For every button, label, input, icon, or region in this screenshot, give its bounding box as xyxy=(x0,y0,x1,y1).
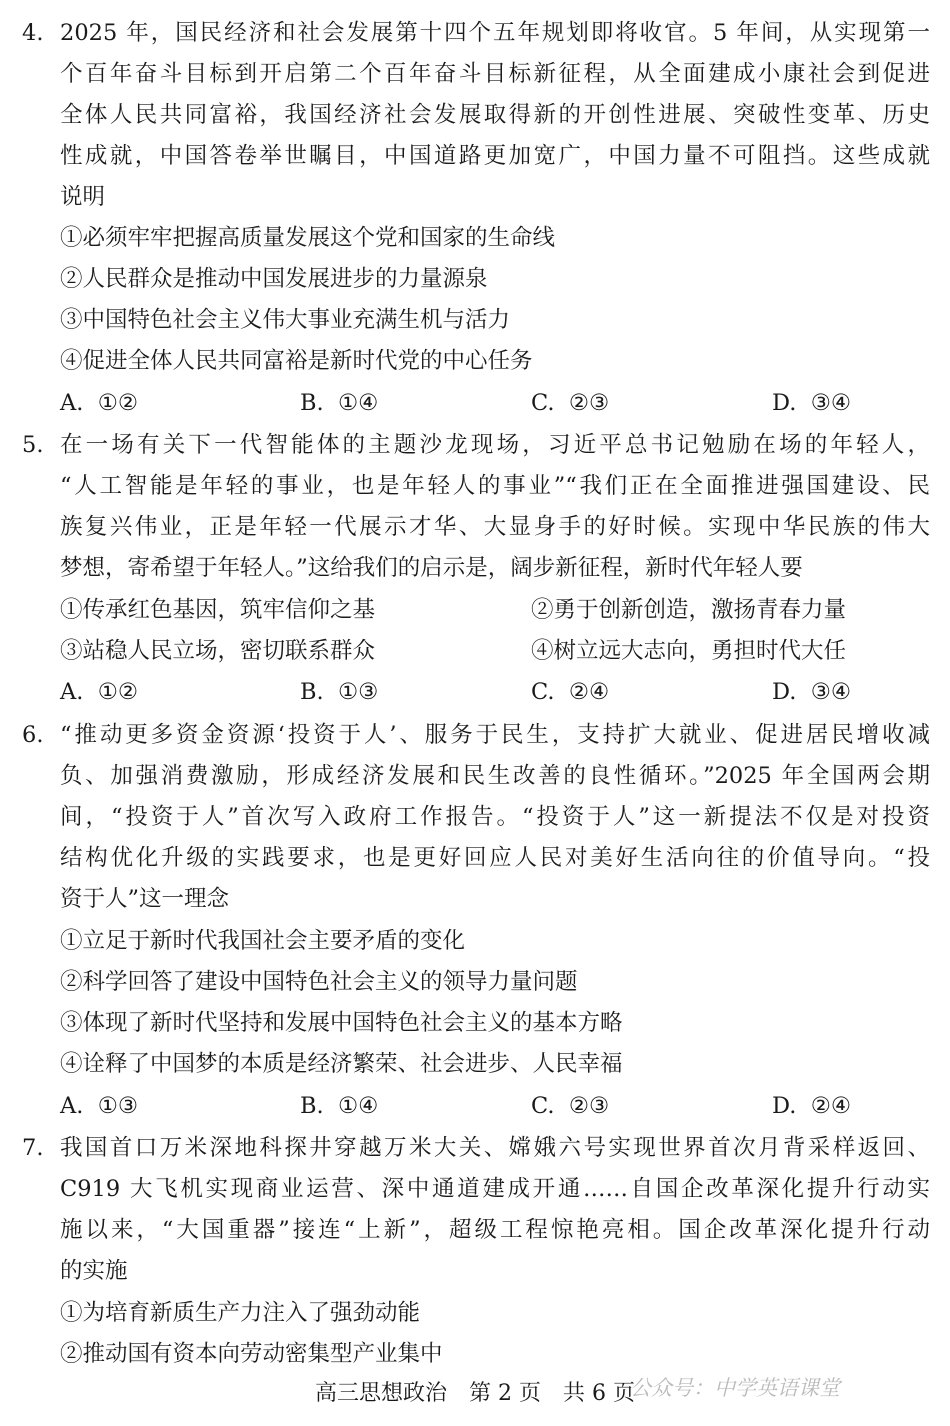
option-text: ①③ xyxy=(97,1093,139,1119)
question-stem-line: 在一场有关下一代智能体的主题沙龙现场，习近平总书记勉励在场的年轻人， xyxy=(60,432,930,458)
option-text: ①② xyxy=(97,679,139,705)
option-letter: C. xyxy=(531,1093,555,1119)
option-letter: D. xyxy=(772,679,797,705)
option-text: ②③ xyxy=(568,390,610,416)
option-text: ①④ xyxy=(338,390,379,416)
question-stem-line: 结构优化升级的实践要求，也是更好回应人民对美好生活向往的价值导向。“投 xyxy=(60,845,930,871)
option-b xyxy=(300,383,378,424)
option-text: ①④ xyxy=(338,1093,379,1119)
option-c xyxy=(531,672,609,713)
statement: ③体现了新时代坚持和发展中国特色社会主义的基本方略 xyxy=(60,1010,623,1036)
option-a xyxy=(60,1086,138,1127)
option-text: ①② xyxy=(97,390,139,416)
question-stem-line: 我国首口万米深地科探井穿越万米大关、嫦娥六号实现世界首次月背采样返回、 xyxy=(60,1135,930,1161)
statement: ①传承红色基因，筑牢信仰之基 xyxy=(60,597,376,623)
option-d xyxy=(772,672,851,713)
statement: ①必须牢牢把握高质量发展这个党和国家的生命线 xyxy=(60,225,556,251)
statement: ①为培育新质生产力注入了强劲动能 xyxy=(60,1300,421,1326)
question-number: 7. xyxy=(22,1135,44,1161)
question-stem-line: 施以来，“大国重器”接连“上新”，超级工程惊艳亮相。国企改革深化提升行动 xyxy=(60,1217,930,1243)
option-letter: B. xyxy=(300,1093,324,1119)
option-d xyxy=(772,1086,851,1127)
question-stem-line: 资于人”这一理念 xyxy=(60,886,230,912)
option-c xyxy=(531,1086,609,1127)
option-letter: A. xyxy=(60,1093,84,1119)
option-letter: A. xyxy=(60,390,84,416)
question-number: 4. xyxy=(22,20,44,46)
option-letter: D. xyxy=(772,390,797,416)
option-text: ③④ xyxy=(810,679,852,705)
question-stem-line: 全体人民共同富裕，我国经济社会发展取得新的开创性进展、突破性变革、历史 xyxy=(60,102,930,128)
option-d xyxy=(772,383,851,424)
statement: ④促进全体人民共同富裕是新时代党的中心任务 xyxy=(60,348,533,374)
question-number: 5. xyxy=(22,432,44,458)
option-text: ②③ xyxy=(568,1093,610,1119)
question-stem-line: 梦想，寄希望于年轻人。”这给我们的启示是，阔步新征程，新时代年轻人要 xyxy=(60,555,803,581)
option-letter: C. xyxy=(531,390,555,416)
question-stem-line: 个百年奋斗目标到开启第二个百年奋斗目标新征程，从全面建成小康社会到促进 xyxy=(60,61,930,87)
option-b xyxy=(300,672,378,713)
question-stem-line: 的实施 xyxy=(60,1258,128,1284)
option-b xyxy=(300,1086,378,1127)
option-c xyxy=(531,383,609,424)
statement: ①立足于新时代我国社会主要矛盾的变化 xyxy=(60,928,466,954)
question-stem-line: 负、加强消费激励，形成经济发展和民生改善的良性循环。”2025 年全国两会期 xyxy=(60,763,930,789)
statement: ②推动国有资本向劳动密集型产业集中 xyxy=(60,1341,443,1367)
question-stem-line: 间，“投资于人”首次写入政府工作报告。“投资于人”这一新提法不仅是对投资 xyxy=(60,804,930,830)
statement: ③中国特色社会主义伟大事业充满生机与活力 xyxy=(60,307,511,333)
option-letter: B. xyxy=(300,390,324,416)
option-text: ①③ xyxy=(338,679,379,705)
option-letter: C. xyxy=(531,679,555,705)
question-stem-line: 2025 年，国民经济和社会发展第十四个五年规划即将收官。5 年间，从实现第一 xyxy=(60,20,930,46)
question-stem-line: “人工智能是年轻的事业，也是年轻人的事业”“我们正在全面推进强国建设、民 xyxy=(60,473,930,499)
question-stem-line: 族复兴伟业，正是年轻一代展示才华、大显身手的好时候。实现中华民族的伟大 xyxy=(60,514,930,540)
statement: ②人民群众是推动中国发展进步的力量源泉 xyxy=(60,266,488,292)
statement: ③站稳人民立场，密切联系群众 xyxy=(60,638,376,664)
question-number: 6. xyxy=(22,722,44,748)
statement: ②科学回答了建设中国特色社会主义的领导力量问题 xyxy=(60,969,578,995)
statement: ④树立远大志向，勇担时代大任 xyxy=(531,638,847,664)
option-letter: A. xyxy=(60,679,84,705)
question-stem-line: C919 大飞机实现商业运营、深中通道建成开通……自国企改革深化提升行动实 xyxy=(60,1176,930,1202)
statement: ④诠释了中国梦的本质是经济繁荣、社会进步、人民幸福 xyxy=(60,1051,623,1077)
option-a xyxy=(60,672,138,713)
option-text: ②④ xyxy=(568,679,610,705)
page-footer: 高三思想政治 第 2 页 共 6 页 xyxy=(315,1381,635,1406)
question-stem-line: 性成就，中国答卷举世瞩目，中国道路更加宽广，中国力量不可阻挡。这些成就 xyxy=(60,143,930,169)
option-text: ②④ xyxy=(810,1093,852,1119)
option-letter: B. xyxy=(300,679,324,705)
statement: ②勇于创新创造，激扬青春力量 xyxy=(531,597,847,623)
question-stem-line: “推动更多资金资源‘投资于人’、服务于民生，支持扩大就业、促进居民增收减 xyxy=(60,722,930,748)
question-stem-line: 说明 xyxy=(60,184,106,210)
option-a xyxy=(60,383,138,424)
option-letter: D. xyxy=(772,1093,797,1119)
option-text: ③④ xyxy=(810,390,852,416)
watermark: 公众号：中学英语课堂 xyxy=(630,1376,840,1400)
